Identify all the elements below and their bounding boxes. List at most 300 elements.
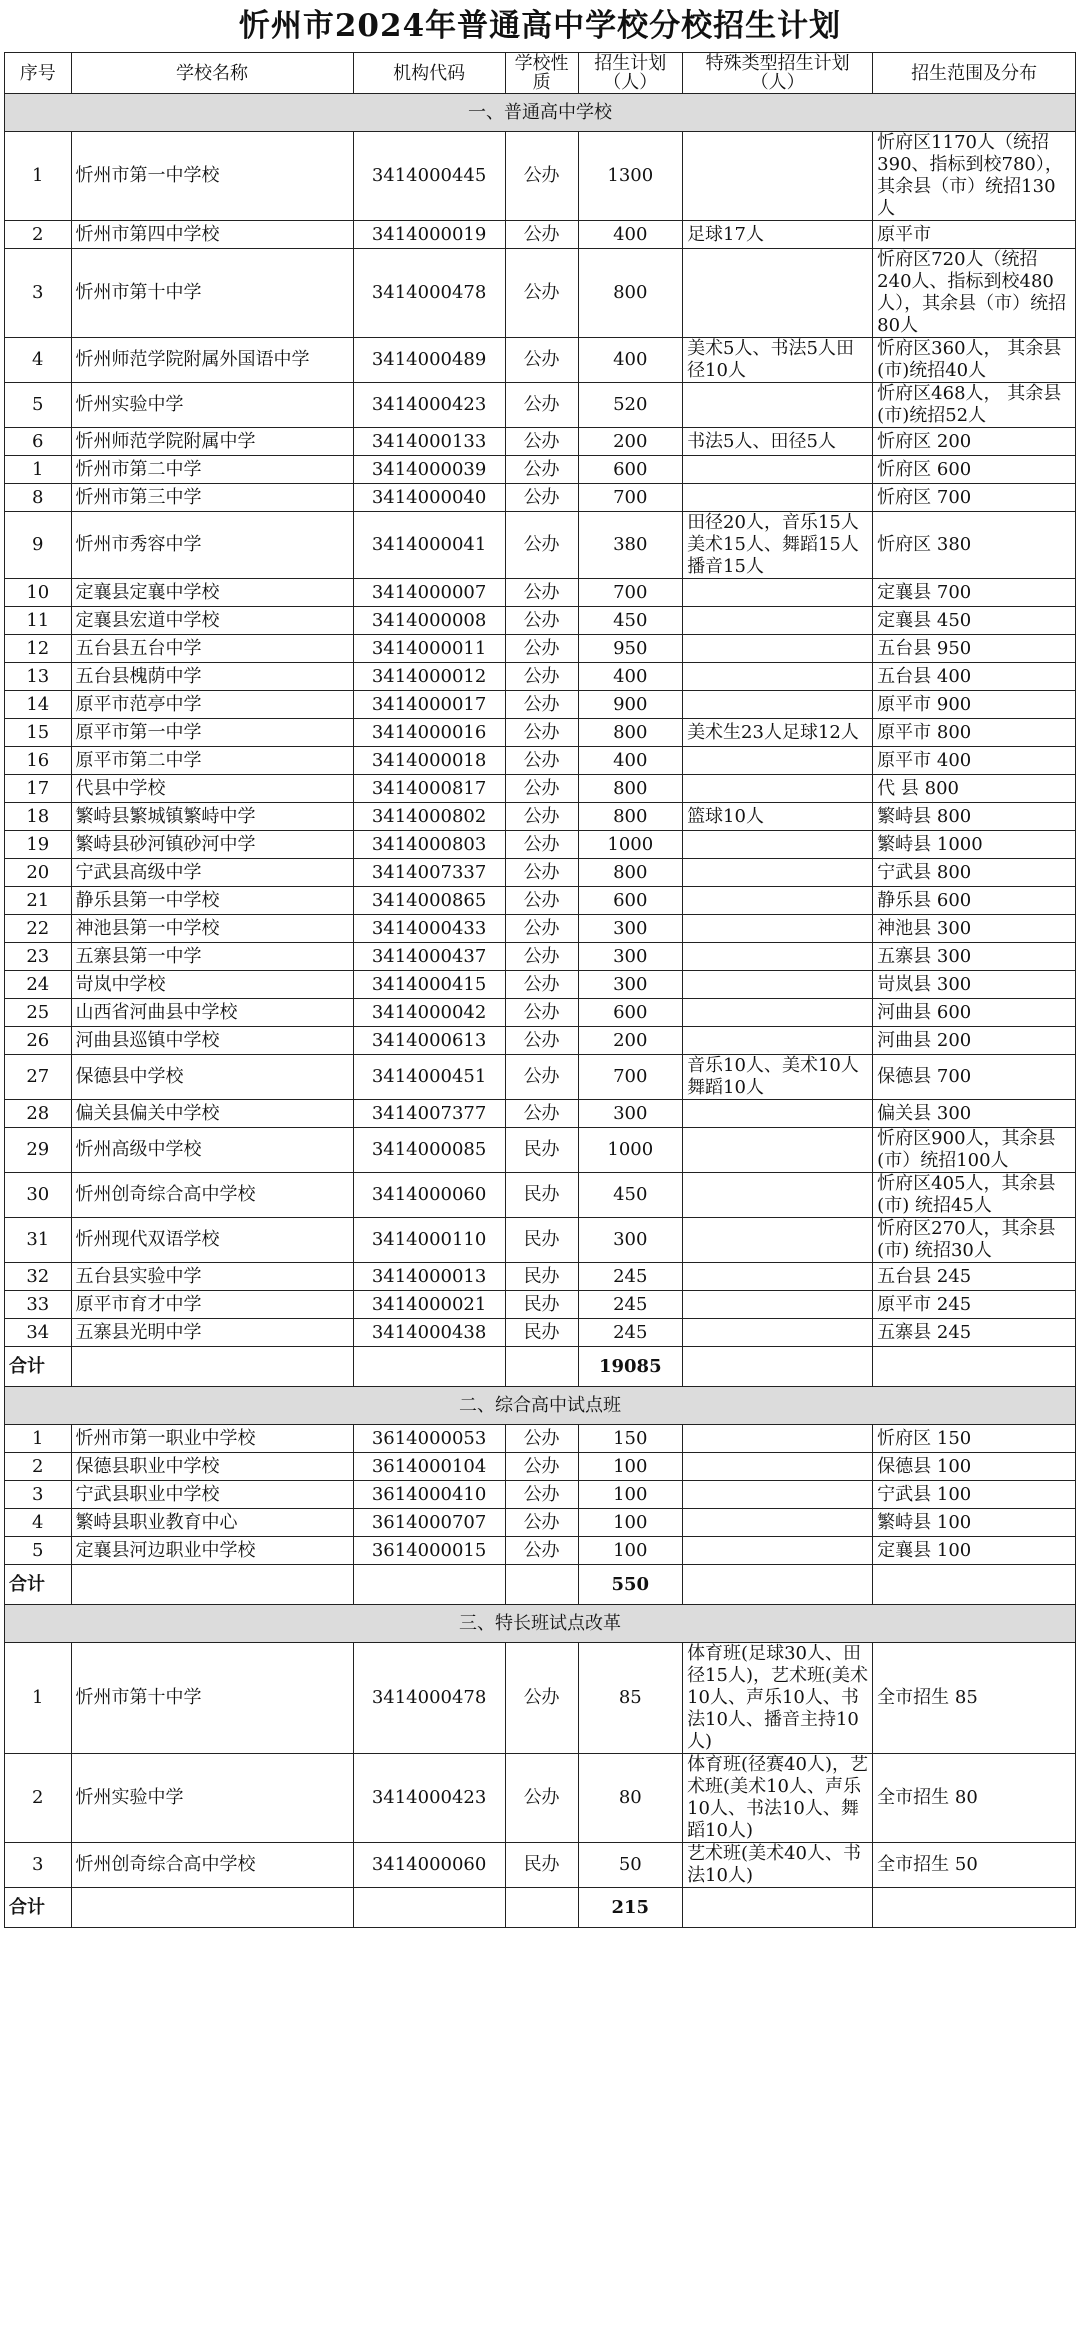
special-plan: 美术生23人足球12人 <box>683 719 873 747</box>
enrollment-scope: 定襄县 450 <box>873 607 1076 635</box>
table-row <box>5 915 1076 943</box>
enrollment-plan: 800 <box>578 249 683 338</box>
school-type: 公办 <box>505 1537 578 1565</box>
section-header <box>5 1605 1076 1643</box>
special-plan <box>683 1481 873 1509</box>
row-number: 12 <box>5 635 72 663</box>
enrollment-scope: 忻府区 200 <box>873 428 1076 456</box>
org-code: 3414000085 <box>353 1128 505 1173</box>
school-name: 保德县职业中学校 <box>71 1453 353 1481</box>
row-number: 2 <box>5 221 72 249</box>
enrollment-plan: 100 <box>578 1537 683 1565</box>
total-value: 19085 <box>578 1347 683 1387</box>
enrollment-plan: 800 <box>578 775 683 803</box>
school-name: 五台县五台中学 <box>71 635 353 663</box>
enrollment-plan: 300 <box>578 943 683 971</box>
special-plan <box>683 1319 873 1347</box>
school-type: 公办 <box>505 663 578 691</box>
empty-cell <box>873 1565 1076 1605</box>
school-type: 公办 <box>505 803 578 831</box>
school-name: 代县中学校 <box>71 775 353 803</box>
row-number: 2 <box>5 1453 72 1481</box>
row-number: 1 <box>5 132 72 221</box>
org-code: 3414000008 <box>353 607 505 635</box>
enrollment-scope: 五台县 400 <box>873 663 1076 691</box>
table-row <box>5 1643 1076 1754</box>
table-row <box>5 484 1076 512</box>
row-number: 3 <box>5 1481 72 1509</box>
org-code: 3414000445 <box>353 132 505 221</box>
school-type: 公办 <box>505 456 578 484</box>
enrollment-scope: 繁峙县 800 <box>873 803 1076 831</box>
enrollment-scope: 全市招生 85 <box>873 1643 1076 1754</box>
school-name: 五寨县第一中学 <box>71 943 353 971</box>
table-row <box>5 831 1076 859</box>
enrollment-plan: 50 <box>578 1843 683 1888</box>
special-plan <box>683 1173 873 1218</box>
row-number: 33 <box>5 1291 72 1319</box>
table-row <box>5 719 1076 747</box>
enrollment-plan: 245 <box>578 1263 683 1291</box>
empty-cell <box>505 1565 578 1605</box>
school-name: 繁峙县繁城镇繁峙中学 <box>71 803 353 831</box>
table-body <box>5 94 1076 1928</box>
row-number: 25 <box>5 999 72 1027</box>
school-type: 公办 <box>505 1481 578 1509</box>
school-type: 公办 <box>505 999 578 1027</box>
table-row <box>5 887 1076 915</box>
empty-cell <box>683 1888 873 1928</box>
table-row <box>5 943 1076 971</box>
section-header <box>5 94 1076 132</box>
enrollment-plan: 800 <box>578 803 683 831</box>
special-plan: 篮球10人 <box>683 803 873 831</box>
table-row <box>5 859 1076 887</box>
school-name: 忻州市第三中学 <box>71 484 353 512</box>
org-code: 3414000802 <box>353 803 505 831</box>
org-code: 3414000489 <box>353 338 505 383</box>
table-row <box>5 512 1076 579</box>
school-type: 公办 <box>505 943 578 971</box>
school-name: 五寨县光明中学 <box>71 1319 353 1347</box>
org-code: 3414000060 <box>353 1173 505 1218</box>
enrollment-scope: 忻府区 600 <box>873 456 1076 484</box>
school-type: 公办 <box>505 915 578 943</box>
special-plan <box>683 1509 873 1537</box>
school-type: 公办 <box>505 747 578 775</box>
total-label: 合计 <box>5 1565 72 1605</box>
table-row <box>5 1128 1076 1173</box>
special-plan: 体育班(足球30人、田径15人)，艺术班(美术10人、声乐10人、书法10人、播音主持10人) <box>683 1643 873 1754</box>
school-type: 公办 <box>505 383 578 428</box>
enrollment-scope: 静乐县 600 <box>873 887 1076 915</box>
special-plan: 足球17人 <box>683 221 873 249</box>
total-label: 合计 <box>5 1347 72 1387</box>
table-row <box>5 999 1076 1027</box>
org-code: 3414007377 <box>353 1100 505 1128</box>
special-plan <box>683 1453 873 1481</box>
table-row <box>5 1055 1076 1100</box>
table-row <box>5 338 1076 383</box>
school-name: 原平市第二中学 <box>71 747 353 775</box>
column-header: 学校名称 <box>71 53 353 94</box>
school-name: 岢岚中学校 <box>71 971 353 999</box>
enrollment-scope: 忻府区720人（统招240人、指标到校480人），其余县（市）统招80人 <box>873 249 1076 338</box>
row-number: 34 <box>5 1319 72 1347</box>
special-plan <box>683 1537 873 1565</box>
enrollment-scope: 原平市 800 <box>873 719 1076 747</box>
enrollment-scope: 忻府区270人，其余县(市) 统招30人 <box>873 1218 1076 1263</box>
enrollment-plan: 600 <box>578 999 683 1027</box>
enrollment-plan: 300 <box>578 971 683 999</box>
school-type: 民办 <box>505 1218 578 1263</box>
school-name: 五台县实验中学 <box>71 1263 353 1291</box>
school-type: 公办 <box>505 1453 578 1481</box>
empty-cell <box>505 1347 578 1387</box>
enrollment-plan: 80 <box>578 1754 683 1843</box>
school-type: 公办 <box>505 1100 578 1128</box>
school-type: 公办 <box>505 831 578 859</box>
school-name: 忻州创奇综合高中学校 <box>71 1173 353 1218</box>
special-plan <box>683 132 873 221</box>
special-plan <box>683 579 873 607</box>
school-type: 公办 <box>505 249 578 338</box>
school-type: 公办 <box>505 579 578 607</box>
empty-cell <box>873 1888 1076 1928</box>
school-type: 公办 <box>505 887 578 915</box>
enrollment-plan: 200 <box>578 1027 683 1055</box>
table-row <box>5 1027 1076 1055</box>
empty-cell <box>353 1565 505 1605</box>
org-code: 3414000040 <box>353 484 505 512</box>
enrollment-plan: 600 <box>578 887 683 915</box>
school-name: 忻州现代双语学校 <box>71 1218 353 1263</box>
org-code: 3414000021 <box>353 1291 505 1319</box>
special-plan: 书法5人、田径5人 <box>683 428 873 456</box>
table-row <box>5 1509 1076 1537</box>
enrollment-plan: 700 <box>578 484 683 512</box>
enrollment-scope: 繁峙县 100 <box>873 1509 1076 1537</box>
school-type: 公办 <box>505 338 578 383</box>
org-code: 3414000415 <box>353 971 505 999</box>
enrollment-scope: 宁武县 800 <box>873 859 1076 887</box>
row-number: 15 <box>5 719 72 747</box>
school-type: 民办 <box>505 1263 578 1291</box>
table-row <box>5 607 1076 635</box>
enrollment-scope: 原平市 400 <box>873 747 1076 775</box>
total-row <box>5 1347 1076 1387</box>
org-code: 3614000015 <box>353 1537 505 1565</box>
org-code: 3614000410 <box>353 1481 505 1509</box>
row-number: 26 <box>5 1027 72 1055</box>
school-name: 繁峙县职业教育中心 <box>71 1509 353 1537</box>
row-number: 24 <box>5 971 72 999</box>
school-type: 民办 <box>505 1291 578 1319</box>
school-type: 公办 <box>505 635 578 663</box>
total-label: 合计 <box>5 1888 72 1928</box>
school-name: 忻州市第一中学校 <box>71 132 353 221</box>
org-code: 3414000019 <box>353 221 505 249</box>
enrollment-scope: 忻府区 150 <box>873 1425 1076 1453</box>
row-number: 27 <box>5 1055 72 1100</box>
enrollment-scope: 忻府区468人， 其余县(市)统招52人 <box>873 383 1076 428</box>
special-plan <box>683 1027 873 1055</box>
enrollment-scope: 忻府区900人，其余县(市）统招100人 <box>873 1128 1076 1173</box>
school-type: 公办 <box>505 775 578 803</box>
org-code: 3414007337 <box>353 859 505 887</box>
school-type: 公办 <box>505 512 578 579</box>
school-type: 公办 <box>505 691 578 719</box>
special-plan <box>683 831 873 859</box>
table-row <box>5 132 1076 221</box>
enrollment-scope: 忻府区1170人（统招390、指标到校780），其余县（市）统招130人 <box>873 132 1076 221</box>
school-type: 公办 <box>505 1643 578 1754</box>
row-number: 31 <box>5 1218 72 1263</box>
row-number: 5 <box>5 383 72 428</box>
section-header <box>5 1387 1076 1425</box>
enrollment-plan: 800 <box>578 859 683 887</box>
school-name: 忻州市第四中学校 <box>71 221 353 249</box>
table-row <box>5 249 1076 338</box>
school-name: 河曲县巡镇中学校 <box>71 1027 353 1055</box>
row-number: 28 <box>5 1100 72 1128</box>
special-plan <box>683 691 873 719</box>
row-number: 20 <box>5 859 72 887</box>
school-type: 民办 <box>505 1319 578 1347</box>
school-name: 原平市育才中学 <box>71 1291 353 1319</box>
enrollment-scope: 全市招生 50 <box>873 1843 1076 1888</box>
enrollment-plan: 800 <box>578 719 683 747</box>
enrollment-plan: 245 <box>578 1291 683 1319</box>
table-row <box>5 383 1076 428</box>
table-row <box>5 428 1076 456</box>
school-type: 公办 <box>505 428 578 456</box>
school-name: 山西省河曲县中学校 <box>71 999 353 1027</box>
school-name: 忻州市第二中学 <box>71 456 353 484</box>
row-number: 22 <box>5 915 72 943</box>
empty-cell <box>683 1565 873 1605</box>
empty-cell <box>683 1347 873 1387</box>
enrollment-scope: 宁武县 100 <box>873 1481 1076 1509</box>
enrollment-plan: 600 <box>578 456 683 484</box>
enrollment-scope: 五台县 950 <box>873 635 1076 663</box>
special-plan <box>683 943 873 971</box>
enrollment-scope: 代 县 800 <box>873 775 1076 803</box>
enrollment-plan: 300 <box>578 915 683 943</box>
table-row <box>5 1100 1076 1128</box>
school-name: 定襄县宏道中学校 <box>71 607 353 635</box>
row-number: 1 <box>5 1643 72 1754</box>
org-code: 3414000478 <box>353 1643 505 1754</box>
row-number: 23 <box>5 943 72 971</box>
row-number: 9 <box>5 512 72 579</box>
enrollment-plan: 200 <box>578 428 683 456</box>
row-number: 11 <box>5 607 72 635</box>
school-name: 忻州实验中学 <box>71 1754 353 1843</box>
school-name: 繁峙县砂河镇砂河中学 <box>71 831 353 859</box>
school-name: 静乐县第一中学校 <box>71 887 353 915</box>
org-code: 3614000104 <box>353 1453 505 1481</box>
org-code: 3414000803 <box>353 831 505 859</box>
column-header: 序号 <box>5 53 72 94</box>
enrollment-plan: 950 <box>578 635 683 663</box>
enrollment-table <box>4 52 1076 1928</box>
special-plan <box>683 383 873 428</box>
column-header: 特殊类型招生计划（人） <box>683 53 873 94</box>
org-code: 3414000011 <box>353 635 505 663</box>
enrollment-scope: 五寨县 245 <box>873 1319 1076 1347</box>
table-row <box>5 691 1076 719</box>
special-plan: 美术5人、书法5人田径10人 <box>683 338 873 383</box>
special-plan <box>683 635 873 663</box>
enrollment-scope: 岢岚县 300 <box>873 971 1076 999</box>
row-number: 4 <box>5 1509 72 1537</box>
enrollment-scope: 五寨县 300 <box>873 943 1076 971</box>
enrollment-scope: 定襄县 700 <box>873 579 1076 607</box>
org-code: 3614000707 <box>353 1509 505 1537</box>
enrollment-plan: 450 <box>578 1173 683 1218</box>
school-name: 神池县第一中学校 <box>71 915 353 943</box>
enrollment-plan: 400 <box>578 663 683 691</box>
special-plan <box>683 915 873 943</box>
enrollment-scope: 保德县 100 <box>873 1453 1076 1481</box>
org-code: 3414000478 <box>353 249 505 338</box>
school-type: 公办 <box>505 607 578 635</box>
org-code: 3414000017 <box>353 691 505 719</box>
enrollment-plan: 380 <box>578 512 683 579</box>
school-type: 公办 <box>505 132 578 221</box>
org-code: 3414000613 <box>353 1027 505 1055</box>
school-type: 公办 <box>505 971 578 999</box>
org-code: 3414000451 <box>353 1055 505 1100</box>
enrollment-plan: 100 <box>578 1453 683 1481</box>
enrollment-scope: 原平市 245 <box>873 1291 1076 1319</box>
org-code: 3414000437 <box>353 943 505 971</box>
enrollment-plan: 700 <box>578 1055 683 1100</box>
enrollment-plan: 100 <box>578 1481 683 1509</box>
column-header: 学校性质 <box>505 53 578 94</box>
row-number: 32 <box>5 1263 72 1291</box>
org-code: 3414000060 <box>353 1843 505 1888</box>
row-number: 14 <box>5 691 72 719</box>
table-row <box>5 1173 1076 1218</box>
school-name: 定襄县河边职业中学校 <box>71 1537 353 1565</box>
special-plan <box>683 484 873 512</box>
table-row <box>5 456 1076 484</box>
special-plan <box>683 775 873 803</box>
school-name: 忻州实验中学 <box>71 383 353 428</box>
school-name: 偏关县偏关中学校 <box>71 1100 353 1128</box>
special-plan <box>683 971 873 999</box>
table-row <box>5 747 1076 775</box>
table-row <box>5 1481 1076 1509</box>
row-number: 4 <box>5 338 72 383</box>
enrollment-scope: 五台县 245 <box>873 1263 1076 1291</box>
org-code: 3414000423 <box>353 1754 505 1843</box>
special-plan <box>683 663 873 691</box>
enrollment-scope: 保德县 700 <box>873 1055 1076 1100</box>
school-name: 忻州创奇综合高中学校 <box>71 1843 353 1888</box>
enrollment-plan: 300 <box>578 1218 683 1263</box>
org-code: 3414000013 <box>353 1263 505 1291</box>
special-plan <box>683 859 873 887</box>
row-number: 18 <box>5 803 72 831</box>
special-plan <box>683 1425 873 1453</box>
table-row <box>5 579 1076 607</box>
table-row <box>5 1843 1076 1888</box>
row-number: 5 <box>5 1537 72 1565</box>
school-type: 公办 <box>505 1754 578 1843</box>
row-number: 1 <box>5 456 72 484</box>
row-number: 1 <box>5 1425 72 1453</box>
column-header: 机构代码 <box>353 53 505 94</box>
school-name: 忻州市秀容中学 <box>71 512 353 579</box>
enrollment-plan: 1000 <box>578 831 683 859</box>
row-number: 13 <box>5 663 72 691</box>
school-type: 公办 <box>505 1055 578 1100</box>
enrollment-plan: 450 <box>578 607 683 635</box>
total-row <box>5 1565 1076 1605</box>
row-number: 29 <box>5 1128 72 1173</box>
school-type: 公办 <box>505 221 578 249</box>
enrollment-plan: 85 <box>578 1643 683 1754</box>
row-number: 30 <box>5 1173 72 1218</box>
org-code: 3414000817 <box>353 775 505 803</box>
org-code: 3414000012 <box>353 663 505 691</box>
table-row <box>5 1291 1076 1319</box>
table-row <box>5 1537 1076 1565</box>
enrollment-plan: 300 <box>578 1100 683 1128</box>
school-type: 公办 <box>505 1027 578 1055</box>
column-header: 招生范围及分布 <box>873 53 1076 94</box>
section-title: 二、综合高中试点班 <box>5 1387 1076 1425</box>
enrollment-plan: 400 <box>578 221 683 249</box>
org-code: 3414000433 <box>353 915 505 943</box>
total-row <box>5 1888 1076 1928</box>
enrollment-plan: 400 <box>578 338 683 383</box>
enrollment-plan: 1000 <box>578 1128 683 1173</box>
school-type: 公办 <box>505 1509 578 1537</box>
special-plan <box>683 456 873 484</box>
row-number: 6 <box>5 428 72 456</box>
section-title: 一、普通高中学校 <box>5 94 1076 132</box>
enrollment-plan: 100 <box>578 1509 683 1537</box>
school-name: 忻州市第十中学 <box>71 1643 353 1754</box>
school-name: 原平市第一中学 <box>71 719 353 747</box>
enrollment-scope: 原平市 900 <box>873 691 1076 719</box>
enrollment-scope: 河曲县 600 <box>873 999 1076 1027</box>
enrollment-scope: 忻府区360人， 其余县(市)统招40人 <box>873 338 1076 383</box>
school-name: 忻州高级中学校 <box>71 1128 353 1173</box>
enrollment-plan: 900 <box>578 691 683 719</box>
table-row <box>5 1754 1076 1843</box>
org-code: 3414000865 <box>353 887 505 915</box>
org-code: 3414000423 <box>353 383 505 428</box>
org-code: 3414000438 <box>353 1319 505 1347</box>
special-plan <box>683 1100 873 1128</box>
row-number: 19 <box>5 831 72 859</box>
enrollment-plan: 700 <box>578 579 683 607</box>
table-row <box>5 971 1076 999</box>
page-title: 忻州市2024年普通高中学校分校招生计划 <box>238 8 842 44</box>
table-row <box>5 1218 1076 1263</box>
org-code: 3414000007 <box>353 579 505 607</box>
org-code: 3414000133 <box>353 428 505 456</box>
school-name: 原平市范亭中学 <box>71 691 353 719</box>
school-type: 民办 <box>505 1128 578 1173</box>
special-plan <box>683 1218 873 1263</box>
special-plan: 田径20人，音乐15人美术15人、舞蹈15人播音15人 <box>683 512 873 579</box>
